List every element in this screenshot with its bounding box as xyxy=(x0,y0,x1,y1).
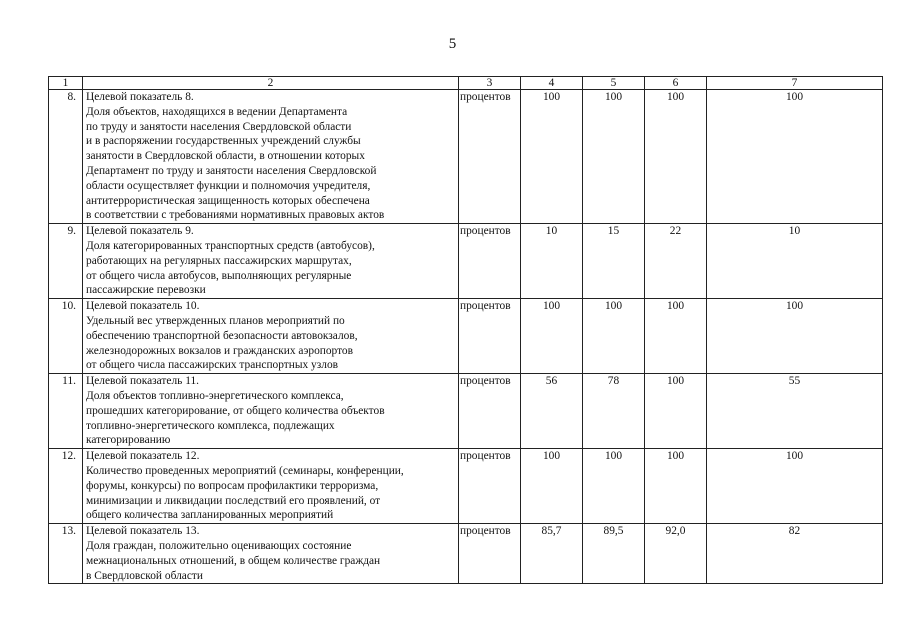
description-line: Департамент по труду и занятости населения Свердловской xyxy=(86,164,377,177)
description-line: прошедших категорирование, от общего количества объектов xyxy=(86,404,385,417)
description-line: Удельный вес утвержденных планов мероприятий по xyxy=(86,314,345,327)
value-cell: 78 xyxy=(583,374,645,449)
value-cell: 89,5 xyxy=(583,524,645,584)
description-line: Доля категорированных транспортных средств (автобусов), xyxy=(86,239,375,252)
value-cell: 100 xyxy=(707,449,883,524)
row-number: 11. xyxy=(49,374,83,449)
unit-cell: процентов xyxy=(459,449,521,524)
description-line: и в распоряжении государственных учреждений службы xyxy=(86,135,361,148)
unit-cell: процентов xyxy=(459,299,521,374)
header-cell: 2 xyxy=(83,77,459,90)
description-line: Доля объектов топливно-энергетического комплекса, xyxy=(86,389,344,402)
value-cell: 92,0 xyxy=(645,524,707,584)
description-line: занятости в Свердловской области, в отношении которых xyxy=(86,150,365,163)
value-cell: 56 xyxy=(521,374,583,449)
indicators-table xyxy=(48,76,883,584)
description-line: области осуществляет функции и полномочия учредителя, xyxy=(86,179,371,192)
table-row xyxy=(49,449,883,524)
description-line: топливно-энергетического комплекса, подлежащих xyxy=(86,419,335,432)
table-row xyxy=(49,224,883,299)
header-cell: 3 xyxy=(459,77,521,90)
description-line: категорированию xyxy=(86,434,171,447)
row-number: 12. xyxy=(49,449,83,524)
value-cell: 100 xyxy=(521,299,583,374)
description-line: Целевой показатель 8. xyxy=(86,91,194,103)
indicator-description xyxy=(83,224,459,299)
indicator-description xyxy=(83,90,459,224)
value-cell: 100 xyxy=(707,90,883,224)
value-cell: 100 xyxy=(521,90,583,224)
description-line: Целевой показатель 11. xyxy=(86,375,200,388)
value-cell: 100 xyxy=(645,90,707,224)
description-line: от общего числа пассажирских транспортных узлов xyxy=(86,359,339,372)
indicator-description xyxy=(83,374,459,449)
description-line: Доля граждан, положительно оценивающих состояние xyxy=(86,539,352,552)
value-cell: 100 xyxy=(707,299,883,374)
value-cell: 100 xyxy=(583,299,645,374)
row-number: 9. xyxy=(49,224,83,299)
description-line: работающих на регулярных пассажирских маршрутах, xyxy=(86,254,352,267)
value-cell: 10 xyxy=(707,224,883,299)
header-cell: 7 xyxy=(707,77,883,90)
unit-cell: процентов xyxy=(459,224,521,299)
description-line: обеспечению транспортной безопасности автовокзалов, xyxy=(86,329,358,342)
description-line: пассажирские перевозки xyxy=(86,284,206,297)
value-cell: 55 xyxy=(707,374,883,449)
header-cell: 1 xyxy=(49,77,83,90)
unit-cell: процентов xyxy=(459,374,521,449)
value-cell: 100 xyxy=(645,449,707,524)
header-row xyxy=(49,77,883,90)
value-cell: 100 xyxy=(583,90,645,224)
value-cell: 100 xyxy=(645,299,707,374)
value-cell: 15 xyxy=(583,224,645,299)
header-cell: 4 xyxy=(521,77,583,90)
header-cell: 5 xyxy=(583,77,645,90)
value-cell: 100 xyxy=(521,449,583,524)
description-line: общего количества запланированных мероприятий xyxy=(86,509,334,522)
description-line: по труду и занятости населения Свердловской области xyxy=(86,120,352,133)
table-body xyxy=(49,77,883,584)
table-row xyxy=(49,374,883,449)
header-cell: 6 xyxy=(645,77,707,90)
description-line: Доля объектов, находящихся в ведении Департамента xyxy=(86,105,348,118)
description-line: межнациональных отношений, в общем количестве граждан xyxy=(86,554,381,567)
description-line: Целевой показатель 13. xyxy=(86,525,200,538)
description-line: форумы, конкурсы) по вопросам профилактики терроризма, xyxy=(86,479,379,492)
value-cell: 82 xyxy=(707,524,883,584)
unit-cell: процентов xyxy=(459,524,521,584)
value-cell: 10 xyxy=(521,224,583,299)
value-cell: 22 xyxy=(645,224,707,299)
unit-cell: процентов xyxy=(459,90,521,224)
description-line: от общего числа автобусов, выполняющих регулярные xyxy=(86,269,352,282)
indicator-description xyxy=(83,449,459,524)
description-line: в соответствии с требованиями нормативных правовых актов xyxy=(86,209,385,222)
table-row xyxy=(49,299,883,374)
description-line: антитеррористическая защищенность которых обеспечена xyxy=(86,194,370,207)
row-number: 10. xyxy=(49,299,83,374)
value-cell: 100 xyxy=(583,449,645,524)
row-number: 13. xyxy=(49,524,83,584)
description-line: Целевой показатель 10. xyxy=(86,300,200,313)
value-cell: 85,7 xyxy=(521,524,583,584)
value-cell: 100 xyxy=(645,374,707,449)
table-row xyxy=(49,90,883,224)
description-line: в Свердловской области xyxy=(86,569,203,582)
indicator-description xyxy=(83,524,459,584)
description-line: железнодорожных вокзалов и гражданских аэропортов xyxy=(86,344,354,357)
indicator-description xyxy=(83,299,459,374)
description-line: Целевой показатель 12. xyxy=(86,450,200,463)
row-number: 8. xyxy=(49,90,83,224)
description-line: минимизации и ликвидации последствий его проявлений, от xyxy=(86,494,381,507)
page-number: 5 xyxy=(448,36,457,52)
description-line: Количество проведенных мероприятий (семинары, конференции, xyxy=(86,464,404,477)
table-row xyxy=(49,524,883,584)
description-line: Целевой показатель 9. xyxy=(86,225,194,238)
